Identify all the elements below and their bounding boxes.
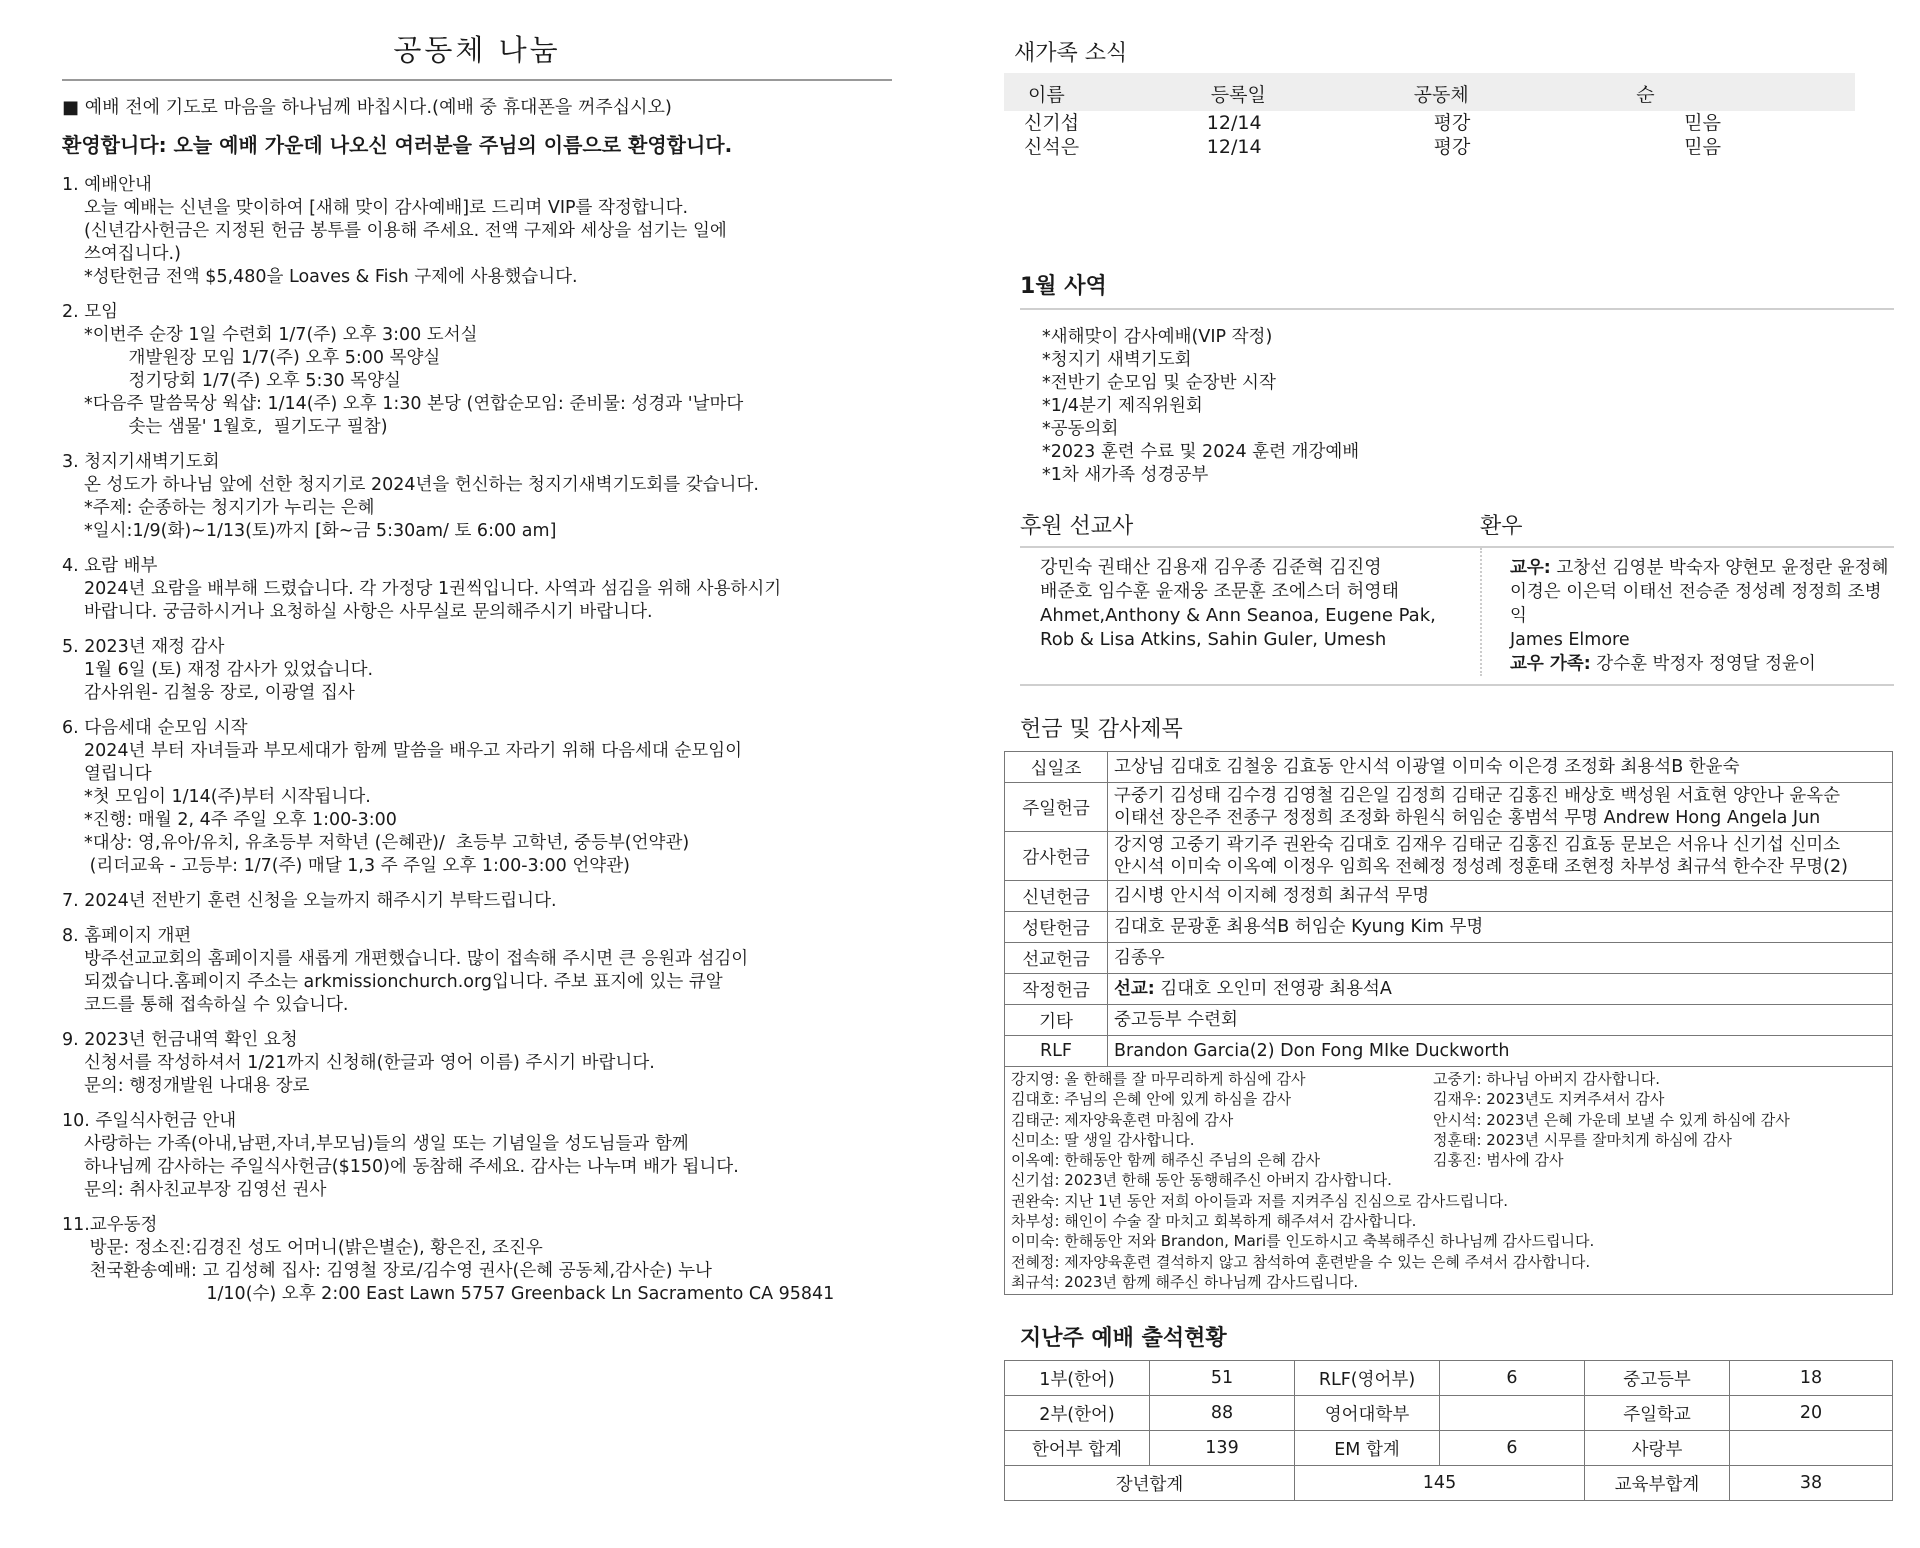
table-row (1005, 1361, 1893, 1396)
offering-names (1108, 1005, 1893, 1036)
offering-line: 고상님 김대호 김철웅 김효동 안시석 이광열 이미숙 이은경 조정화 최용석B 한윤숙 (1114, 757, 1740, 777)
patients-line: 강수훈 박정자 정영달 정윤이 (1590, 654, 1816, 674)
thanks-line: 안시석: 2023년 은혜 가운데 보낼 수 있게 하심에 감사 (1433, 1110, 1790, 1129)
offering-table (1004, 751, 1893, 1295)
patients-line: James Elmore (1510, 630, 1630, 650)
welcome-text: 환영합니다: 오늘 예배 가운데 나오신 여러분을 주님의 이름으로 환영합니다. (62, 133, 733, 157)
attendance-table (1004, 1360, 1893, 1501)
offering-label: 십일조 (1005, 752, 1108, 783)
offering-names (1108, 783, 1893, 832)
announcement-line: 솟는 샘물' 1월호, 필기도구 필참) (84, 417, 388, 437)
list-item: *2023 훈련 수료 및 2024 훈련 개강예배 (1042, 442, 1360, 462)
announcement-item (62, 174, 892, 289)
thanks-line: 고중기: 하나님 아버지 감사합니다. (1433, 1070, 1660, 1088)
thanks-line: 전혜정: 제자양육훈련 결석하지 않고 참석하여 훈련받을 수 있는 은혜 주셔서 감사합니다. (1011, 1252, 1591, 1271)
offering-names (1108, 832, 1893, 881)
offering-row (1005, 881, 1893, 912)
notice-text: ■ 예배 전에 기도로 마음을 하나님께 바칩시다.(예배 중 휴대폰을 꺼주십시오) (62, 97, 672, 118)
offering-title: 헌금 및 감사제목 (1020, 717, 1183, 742)
missionary-patient-section (1020, 509, 1894, 686)
thanks-line: 최규석: 2023년 함께 해주신 하나님께 감사드립니다. (1011, 1272, 1359, 1291)
cell (1730, 1431, 1893, 1466)
cell: 평강 (1433, 136, 1471, 158)
patients-title: 환우 (1480, 514, 1523, 539)
cell (1440, 1396, 1585, 1431)
thanks-line: 김홍진: 범사에 감사 (1433, 1151, 1564, 1170)
missionary-line: Ahmet,Anthony & Ann Seanoa, Eugene Pak, (1040, 605, 1436, 626)
cell: 139 (1150, 1431, 1295, 1466)
announcement-line: 방주선교교회의 홈페이지를 새롭게 개편했습니다. 많이 접속해 주시면 큰 응원과 섬김이 (84, 949, 749, 969)
list-item: *새해맞이 감사예배(VIP 작정) (1042, 327, 1273, 347)
january-ministry-list (1020, 316, 1894, 487)
announcement-line: 쓰여집니다.) (84, 244, 181, 264)
offering-label: RLF (1005, 1036, 1108, 1067)
announcement-heading: 5. 2023년 재정 감사 (62, 637, 225, 657)
offering-section (1004, 712, 1894, 1295)
offering-row (1005, 974, 1893, 1005)
attendance-title: 지난주 예배 출석현황 (1020, 1326, 1227, 1352)
thanks-notes (1005, 1067, 1893, 1295)
patients-line: 고창선 김영분 박숙자 양현모 윤정란 윤정혜 (1550, 558, 1889, 578)
cell: 51 (1150, 1361, 1295, 1396)
header-community: 공동체 (1390, 73, 1613, 111)
offering-row (1005, 912, 1893, 943)
cell: 믿음 (1684, 112, 1721, 134)
cell: 6 (1440, 1361, 1585, 1396)
patients-list (1480, 548, 1894, 676)
announcement-line: 개발원장 모임 1/7(주) 오후 5:00 목양실 (84, 348, 441, 368)
offering-names (1108, 881, 1893, 912)
cell: 145 (1295, 1466, 1585, 1501)
announcement-line: 신청서를 작성하셔서 1/21까지 신청해(한글과 영어 이름) 주시기 바랍니다. (84, 1053, 655, 1073)
offering-names (1108, 943, 1893, 974)
cell: 38 (1730, 1466, 1893, 1501)
announcement-line: (리더교육 - 고등부: 1/7(주) 매달 1,3 주 주일 오후 1:00-3:00 언약관) (84, 856, 630, 876)
table-row (1004, 135, 1879, 159)
announcement-line: 사랑하는 가족(아내,남편,자녀,부모님)들의 생일 또는 기념일을 성도님들과 함께 (84, 1134, 689, 1154)
announcement-line: *대상: 영,유아/유치, 유초등부 저학년 (은혜관)/ 초등부 고학년, 중등부(언약관) (84, 833, 690, 853)
thanks-line: 신미소: 딸 생일 감사합니다. (1011, 1130, 1195, 1149)
announcement-line: *진행: 매월 2, 4주 주일 오후 1:00-3:00 (84, 810, 397, 830)
announcement-line: 천국환송예배: 고 김성혜 집사: 김영철 장로/김수영 권사(은혜 공동체,감사순) 누나 (84, 1261, 712, 1281)
table-row (1005, 1431, 1893, 1466)
announcement-item (62, 717, 892, 878)
cell: 중고등부 (1585, 1361, 1730, 1396)
announcement-line: 되겠습니다.홈페이지 주소는 arkmissionchurch.org입니다. 주보 표지에 있는 큐알 (84, 972, 723, 992)
announcement-line: 문의: 행정개발원 나대용 장로 (84, 1076, 310, 1096)
offering-names (1108, 752, 1893, 783)
offering-line: 김대호 오인미 전영광 최용석A (1154, 979, 1392, 999)
missionary-list (1020, 548, 1480, 676)
announcement-heading: 7. 2024년 전반기 훈련 신청을 오늘까지 해주시기 부탁드립니다. (62, 891, 557, 911)
missionary-title: 후원 선교사 (1020, 514, 1134, 539)
member-family-label: 교우 가족: (1510, 654, 1591, 674)
header-name: 이름 (1004, 73, 1187, 111)
list-item: *청지기 새벽기도회 (1042, 350, 1192, 370)
offering-names (1108, 912, 1893, 943)
list-item: *전반기 순모임 및 순장반 시작 (1042, 373, 1276, 393)
cell: 6 (1440, 1431, 1585, 1466)
announcement-line: 방문: 정소진:김경진 성도 어머니(밝은별순), 황은진, 조진우 (84, 1238, 543, 1258)
announcement-line: (신년감사헌금은 지정된 헌금 봉투를 이용해 주세요. 전액 구제와 세상을 섬기는 일에 (84, 221, 727, 241)
announcement-line: *성탄헌금 전액 $5,480을 Loaves & Fish 구제에 사용했습니다. (84, 267, 578, 287)
cell: 사랑부 (1585, 1431, 1730, 1466)
announcement-line: 코드를 통해 접속하실 수 있습니다. (84, 995, 349, 1015)
cell: 1부(한어) (1005, 1361, 1150, 1396)
announcement-line: 하나님께 감사하는 주일식사헌금($150)에 동참해 주세요. 감사는 나누며 배가 됩니다. (84, 1157, 739, 1177)
new-family-title: 새가족 소식 (1014, 41, 1128, 66)
announcement-item (62, 451, 892, 543)
thanks-line: 신기섭: 2023년 한해 동안 동행해주신 아버지 감사합니다. (1011, 1171, 1392, 1190)
announcement-line: 정기당회 1/7(주) 오후 5:30 목양실 (84, 371, 401, 391)
missionary-line: Rob & Lisa Atkins, Sahin Guler, Umesh (1040, 629, 1387, 650)
announcement-line: 감사위원- 김철웅 장로, 이광열 집사 (84, 683, 355, 703)
offering-row (1005, 1005, 1893, 1036)
cell: 12/14 (1206, 112, 1262, 134)
offering-row (1005, 943, 1893, 974)
offering-label: 신년헌금 (1005, 881, 1108, 912)
offering-label: 선교헌금 (1005, 943, 1108, 974)
cell: 한어부 합계 (1005, 1431, 1150, 1466)
announcement-heading: 9. 2023년 헌금내역 확인 요청 (62, 1030, 298, 1050)
offering-line: 강지영 고중기 곽기주 권완숙 김대호 김재우 김태군 김홍진 김효동 문보은 서유나 신기섭 신미소 (1114, 835, 1841, 855)
cell: 평강 (1433, 112, 1471, 134)
cell: 주일학교 (1585, 1396, 1730, 1431)
cell: 12/14 (1206, 136, 1262, 158)
cell: RLF(영어부) (1295, 1361, 1440, 1396)
page-title: 공동체 나눔 (62, 28, 892, 81)
announcement-heading: 1. 예배안내 (62, 175, 152, 195)
thanks-line: 강지영: 올 한해를 잘 마무리하게 하심에 감사 (1011, 1070, 1306, 1088)
announcement-line: 문의: 취사친교부장 김영선 권사 (84, 1180, 327, 1200)
announcement-line: 2024년 부터 자녀들과 부모세대가 함께 말씀을 배우고 자라기 위해 다음세대 순모임이 (84, 741, 743, 761)
cell: 88 (1150, 1396, 1295, 1431)
thanks-line: 김태군: 제자양육훈련 마침에 감사 (1011, 1110, 1234, 1129)
offering-label: 주일헌금 (1005, 783, 1108, 832)
cell: 장년합계 (1005, 1466, 1295, 1501)
new-family-table (1004, 73, 1879, 159)
offering-row (1005, 1036, 1893, 1067)
announcement-heading: 11.교우동정 (62, 1215, 158, 1235)
announcement-line: *다음주 말씀묵상 웍샵: 1/14(주) 오후 1:30 본당 (연합순모임: 준비물: 성경과 '날마다 (84, 394, 744, 414)
offering-label: 성탄헌금 (1005, 912, 1108, 943)
announcement-list (62, 174, 892, 1306)
announcement-item (62, 1214, 892, 1306)
patients-line: 이경은 이은덕 이태선 전승준 정성례 정정희 조병익 (1510, 582, 1882, 626)
announcement-heading: 6. 다음세대 순모임 시작 (62, 718, 248, 738)
announcement-item (62, 636, 892, 705)
table-row (1005, 1466, 1893, 1501)
cell: 신기섭 (1024, 112, 1080, 134)
announcement-heading: 4. 요람 배부 (62, 556, 158, 576)
announcement-line: 열립니다 (84, 764, 152, 784)
offering-line: 이태선 장은주 전종구 정정희 조정화 하원식 허임순 홍범석 무명 Andrew Hong Angela Jun (1114, 808, 1821, 828)
announcement-item (62, 890, 892, 913)
announcement-item (62, 1029, 892, 1098)
offering-row (1005, 752, 1893, 783)
announcement-line: *주제: 순종하는 청지기가 누리는 은혜 (84, 498, 375, 518)
announcement-line: 2024년 요람을 배부해 드렸습니다. 각 가정당 1권씩입니다. 사역과 섬김을 위해 사용하시기 (84, 579, 782, 599)
offering-line: 김종우 (1114, 948, 1165, 968)
thanks-line: 권완숙: 지난 1년 동안 저희 아이들과 저를 지켜주심 진심으로 감사드립니다. (1011, 1191, 1508, 1210)
cell: 신석은 (1024, 136, 1080, 158)
announcement-heading: 3. 청지기새벽기도회 (62, 452, 220, 472)
offering-line: 김대호 문광훈 최용석B 허임순 Kyung Kim 무명 (1114, 917, 1484, 937)
announcement-line: 온 성도가 하나님 앞에 선한 청지기로 2024년을 헌신하는 청지기새벽기도회를 갖습니다. (84, 475, 759, 495)
thanks-line: 이미숙: 한해동안 저와 Brandon, Mari를 인도하시고 축복해주신 하나님께 감사드립니다. (1011, 1232, 1595, 1251)
announcement-heading: 2. 모임 (62, 302, 119, 322)
cell: 18 (1730, 1361, 1893, 1396)
cell: 20 (1730, 1396, 1893, 1431)
cell: 영어대학부 (1295, 1396, 1440, 1431)
announcement-line: *이번주 순장 1일 수련회 1/7(주) 오후 3:00 도서실 (84, 325, 478, 345)
offering-line: 김시병 안시석 이지혜 정정희 최규석 무명 (1114, 886, 1430, 906)
announcement-line: 1월 6일 (토) 재정 감사가 있었습니다. (84, 660, 374, 680)
thanks-line: 김재우: 2023년도 지켜주셔서 감사 (1433, 1090, 1665, 1109)
announcement-line: 오늘 예배는 신년을 맞이하여 [새해 맞이 감사예배]로 드리며 VIP를 작정합니다. (84, 198, 689, 218)
table-row (1004, 111, 1879, 135)
offering-line: 안시석 이미숙 이옥예 이정우 임희옥 전혜정 정성례 정훈태 조현정 차부성 최규석 한수잔 무명(2) (1114, 857, 1848, 877)
attendance-section (1004, 1321, 1894, 1501)
offering-label: 작정헌금 (1005, 974, 1108, 1005)
offering-row (1005, 832, 1893, 881)
announcement-item (62, 925, 892, 1017)
missionary-line: 강민숙 권태산 김용재 김우종 김준혁 김진영 (1040, 557, 1382, 578)
announcement-item (62, 1110, 892, 1202)
announcement-item (62, 301, 892, 439)
announcement-item (62, 555, 892, 624)
offering-line: Brandon Garcia(2) Don Fong MIke Duckworth (1114, 1041, 1510, 1061)
thanks-line: 이옥예: 한해동안 함께 해주신 주님의 은혜 감사 (1011, 1151, 1320, 1170)
offering-label: 감사헌금 (1005, 832, 1108, 881)
thanks-line: 정훈태: 2023년 시무를 잘마치게 하심에 감사 (1433, 1130, 1732, 1149)
offering-names (1108, 1036, 1893, 1067)
january-ministry-section (1020, 269, 1894, 487)
offering-names (1108, 974, 1893, 1005)
list-item: *1/4분기 제직위원회 (1042, 396, 1203, 416)
header-group: 순 (1612, 73, 1855, 111)
announcement-heading: 10. 주일식사헌금 안내 (62, 1111, 237, 1131)
cell: 2부(한어) (1005, 1396, 1150, 1431)
cell: EM 합계 (1295, 1431, 1440, 1466)
header-date: 등록일 (1187, 73, 1390, 111)
table-row (1005, 1396, 1893, 1431)
cell: 교육부합계 (1585, 1466, 1730, 1501)
announcement-line: 1/10(수) 오후 2:00 East Lawn 5757 Greenback Ln Sacramento CA 95841 (84, 1284, 835, 1304)
announcement-line: 바랍니다. 궁금하시거나 요청하실 사항은 사무실로 문의해주시기 바랍니다. (84, 602, 653, 622)
announcement-line: *일시:1/9(화)~1/13(토)까지 [화~금 5:30am/ 토 6:00 am] (84, 521, 557, 541)
announcement-line: *첫 모임이 1/14(주)부터 시작됩니다. (84, 787, 371, 807)
offering-label: 기타 (1005, 1005, 1108, 1036)
announcement-heading: 8. 홈페이지 개편 (62, 926, 192, 946)
offering-row (1005, 783, 1893, 832)
offering-line: 구중기 김성태 김수경 김영철 김은일 김정희 김태군 김홍진 배상호 백성원 서효현 양안나 윤옥순 (1114, 786, 1841, 806)
missionary-line: 배준호 임수훈 윤재웅 조문훈 조에스더 허영태 (1040, 581, 1399, 602)
community-sharing-column (62, 28, 892, 1318)
offering-prefix: 선교: (1114, 979, 1155, 999)
right-column (1004, 36, 1894, 1501)
member-label: 교우: (1510, 558, 1551, 578)
list-item: *1차 새가족 성경공부 (1042, 465, 1209, 485)
offering-line: 중고등부 수련회 (1114, 1010, 1238, 1030)
january-ministry-title: 1월 사역 (1020, 269, 1894, 310)
thanks-line: 김대호: 주님의 은혜 안에 있게 하심을 감사 (1011, 1090, 1291, 1109)
cell: 믿음 (1684, 136, 1721, 158)
thanks-line: 차부성: 해인이 수술 잘 마치고 회복하게 해주셔서 감사합니다. (1011, 1212, 1417, 1231)
list-item: *공동의회 (1042, 419, 1119, 439)
